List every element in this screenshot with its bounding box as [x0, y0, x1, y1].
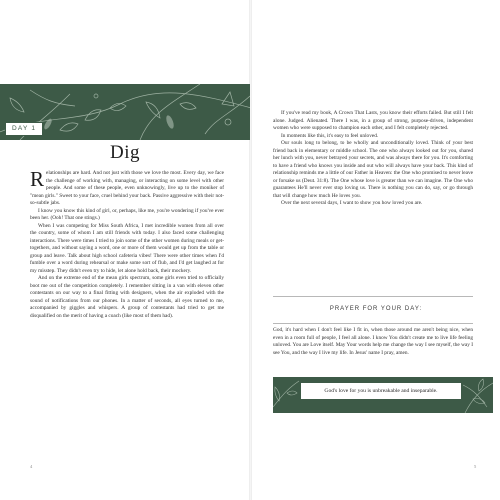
paragraph: Relationships are hard. And not just with those we love the most. Every day, we face the challenge of working with, managing, or interacting on some level with other people. And some of these people, even unknowingly, live up to the moniker of "mean girls." Sweet to your face, cruel behind your back. Passive aggressive with their not-so-subtle jabs. — [30, 167, 224, 206]
day-label: DAY 1 — [5, 122, 43, 136]
right-page — [252, 0, 500, 500]
drop-cap: R — [30, 167, 45, 191]
paragraph: I know you know this kind of girl, or, perhaps, like me, you're wondering if you've ever been her. (Ooh! That one stings.) — [30, 207, 224, 221]
right-body-text — [273, 110, 473, 208]
paragraph: If you've read my book, A Crown That Lasts, you know their efforts failed. But still I felt alone. Judged. Alienated. There I was, in a group of strong, purpose-driven, independent women who were supposed to champion each other, and I felt completely rejected. — [273, 110, 473, 131]
left-body-text — [30, 167, 224, 320]
prayer-text: God, it's hard when I don't feel like I fit in, when those around me aren't being nice, when even in a room full of people, I feel all alone. I know You didn't create me to live life feeling unloved. You are Love itself. May Your words help me change the way I see myself, the way I see You, and the way I live my life. In Jesus' name I pray, amen. — [273, 327, 473, 356]
paragraph: Over the next several days, I want to show you how loved you are. — [281, 200, 423, 206]
page-number: 4 — [30, 464, 33, 469]
paragraph: When I was competing for Miss South Africa, I met incredible women from all over the country, some of whom I am still friends with today. I also faced some challenging interactions. There were times I tried to join some of the other women during meals or get-togethers, and without saying a word, one or more of them would get up from the table or group and leave. Talk about high school cafeteria vibes! There were other times when I'd fumble over a word during rehearsal or make some sort of flub, and I'd get laughed at for my misstep. They didn't even try to hide, let alone hold back, their mockery. — [30, 222, 224, 274]
page-number: 5 — [474, 464, 477, 469]
prayer-heading: PRAYER FOR YOUR DAY: — [329, 306, 423, 312]
highlight-quote: God's love for you is unbreakable and inseparable. — [301, 383, 461, 399]
divider — [273, 323, 473, 324]
paragraph: In moments like this, it's easy to feel unloved. — [281, 132, 379, 139]
divider — [273, 296, 473, 297]
quote-box — [273, 377, 493, 413]
paragraph: Our souls long to belong, to be wholly and unconditionally loved. Think of your best friend back in elementary or middle school. The one who always looked out for you, shared her lunch with you, never betrayed your secrets, and was always there for you. It's comforting to have a friend who knows you inside and out who will always have your back. This kind of relationship reminds me a little of our Father in Heaven: the One who promised to never leave or forsake us (Deut. 31:8). The One whose love is greater than we can imagine. The One who guarantees He'll never ever stop loving us. There is nothing you can do, say, or go through that will change how much He loves you. — [273, 140, 473, 199]
chapter-title: Dig — [110, 142, 140, 163]
paragraph: And on the extreme end of the mean girls spectrum, some girls even tried to officially boot me out of the competition completely. I remember sitting in a van with eleven other contestants on our way to a final fitting with designers, when the air exploded with the sound of notifications from our phones. In a matter of seconds, all eyes turned to me, accompanied by giggles and whispers. A group of contestants had tried to get me disqualified on the merit of having a coach (like most of them had). — [30, 275, 224, 319]
